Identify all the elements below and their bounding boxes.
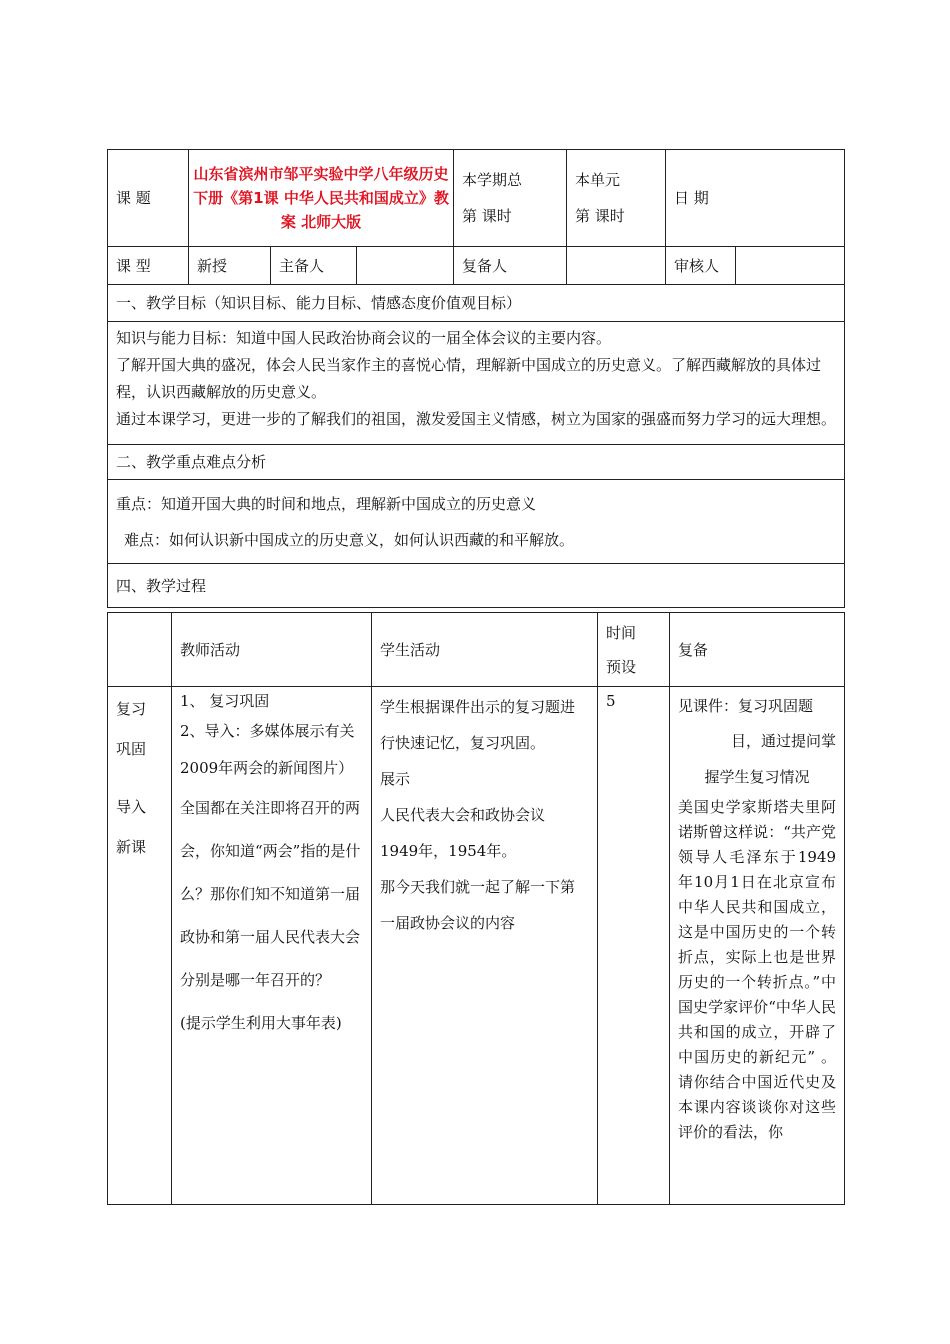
term-lesson-label: 第 课时 (462, 207, 512, 225)
type-label: 课 型 (108, 247, 189, 285)
unit-label: 本单元 (575, 171, 621, 189)
student-line-2: 展示 (380, 770, 411, 788)
teacher-activity-cell (172, 687, 372, 1205)
term-total-cell (454, 150, 567, 247)
date-label: 日 期 (666, 150, 845, 247)
teacher-line-2: 2、导入：多媒体展示有关2009年两会的新闻图片） (180, 722, 355, 777)
notes-line-1: 见课件：复习巩固题 (678, 697, 814, 715)
time-cell: 5 (598, 687, 670, 1205)
student-activity-cell (372, 687, 598, 1205)
time-header-line2: 预设 (606, 657, 637, 676)
lesson-title: 山东省滨州市邹平实验中学八年级历史下册《第1课 中华人民共和国成立》教案 北师大版 (189, 150, 454, 247)
co-preparer-label: 复备人 (454, 247, 567, 285)
stage-line-1: 复习 (116, 700, 147, 718)
notes-cell (670, 687, 845, 1205)
student-line-5: 那今天我们就一起了解一下第一届政协会议的内容 (380, 878, 576, 932)
stage-line-2: 巩固 (116, 740, 147, 758)
goals-heading: 一、教学目标（知识目标、能力目标、情感态度价值观目标） (108, 285, 845, 322)
header-table (107, 149, 845, 608)
time-col-header (598, 613, 670, 687)
goals-emotion: 通过本课学习，更进一步的了解我们的祖国，激发爱国主义情感，树立为国家的强盛而努力学习的远大理想。 (116, 410, 837, 428)
goals-knowledge: 知识与能力目标：知道中国人民政治协商会议的一届全体会议的主要内容。 (116, 329, 612, 347)
keypoints-heading: 二、教学重点难点分析 (108, 445, 845, 480)
keypoints-body (108, 480, 845, 564)
type-value: 新授 (189, 247, 271, 285)
difficulty-text: 难点：如何认识新中国成立的历史意义，如何认识西藏的和平解放。 (124, 530, 575, 549)
unit-lesson-label: 第 课时 (575, 207, 625, 225)
reviewer-value (736, 247, 845, 285)
student-col-header: 学生活动 (372, 613, 598, 687)
time-header-line1: 时间 (606, 623, 637, 642)
teacher-line-4: (提示学生利用大事年表) (180, 1014, 342, 1032)
student-line-4: 1949年，1954年。 (380, 842, 517, 860)
keti-label: 课 题 (108, 150, 189, 247)
process-table (107, 612, 845, 1205)
lead-preparer-label: 主备人 (271, 247, 357, 285)
lead-preparer-value (357, 247, 454, 285)
stage-line-3: 导入 (116, 798, 147, 816)
term-total-label: 本学期总 (462, 171, 523, 189)
notes-line-3: 握学生复习情况 (704, 768, 810, 786)
goals-body (108, 322, 845, 445)
teacher-line-1: 1、 复习巩固 (180, 692, 270, 710)
stage-line-4: 新课 (116, 838, 147, 856)
student-line-1: 学生根据课件出示的复习题进行快速记忆，复习巩固。 (380, 698, 576, 752)
notes-line-4: 美国史学家斯塔夫里阿诺斯曾这样说：“共产党领导人毛泽东于1949年10月1日在北京宣布中华人民共和国成立，这是中国历史的一个转折点，实际上也是世界历史的一个转折点。”中国史学家评价“中华人民共和国的成立，开辟了中国历史的新纪元” 。请你结合中国近代史及本课内容谈谈你对这些评价的看法，你 (678, 798, 836, 1141)
teacher-col-header: 教师活动 (172, 613, 372, 687)
goals-process: 了解开国大典的盛况，体会人民当家作主的喜悦心情，理解新中国成立的历史意义。了解西藏解放的具体过程，认识西藏解放的历史意义。 (116, 356, 822, 401)
focus-text: 重点：知道开国大典的时间和地点，理解新中国成立的历史意义 (116, 494, 537, 513)
unit-cell (567, 150, 666, 247)
reviewer-label: 审核人 (666, 247, 736, 285)
stage-cell (108, 687, 172, 1205)
notes-col-header: 复备 (670, 613, 845, 687)
student-line-3: 人民代表大会和政协会议 (380, 806, 546, 824)
teacher-line-3: 全国都在关注即将召开的两会，你知道“两会”指的是什么？那你们知不知道第一届政协和第一届人民代表大会分别是哪一年召开的？ (180, 799, 361, 989)
process-heading: 四、教学过程 (108, 564, 845, 608)
co-preparer-value (567, 247, 666, 285)
notes-line-2: 目，通过提问掌 (730, 732, 836, 750)
stage-header (108, 613, 172, 687)
